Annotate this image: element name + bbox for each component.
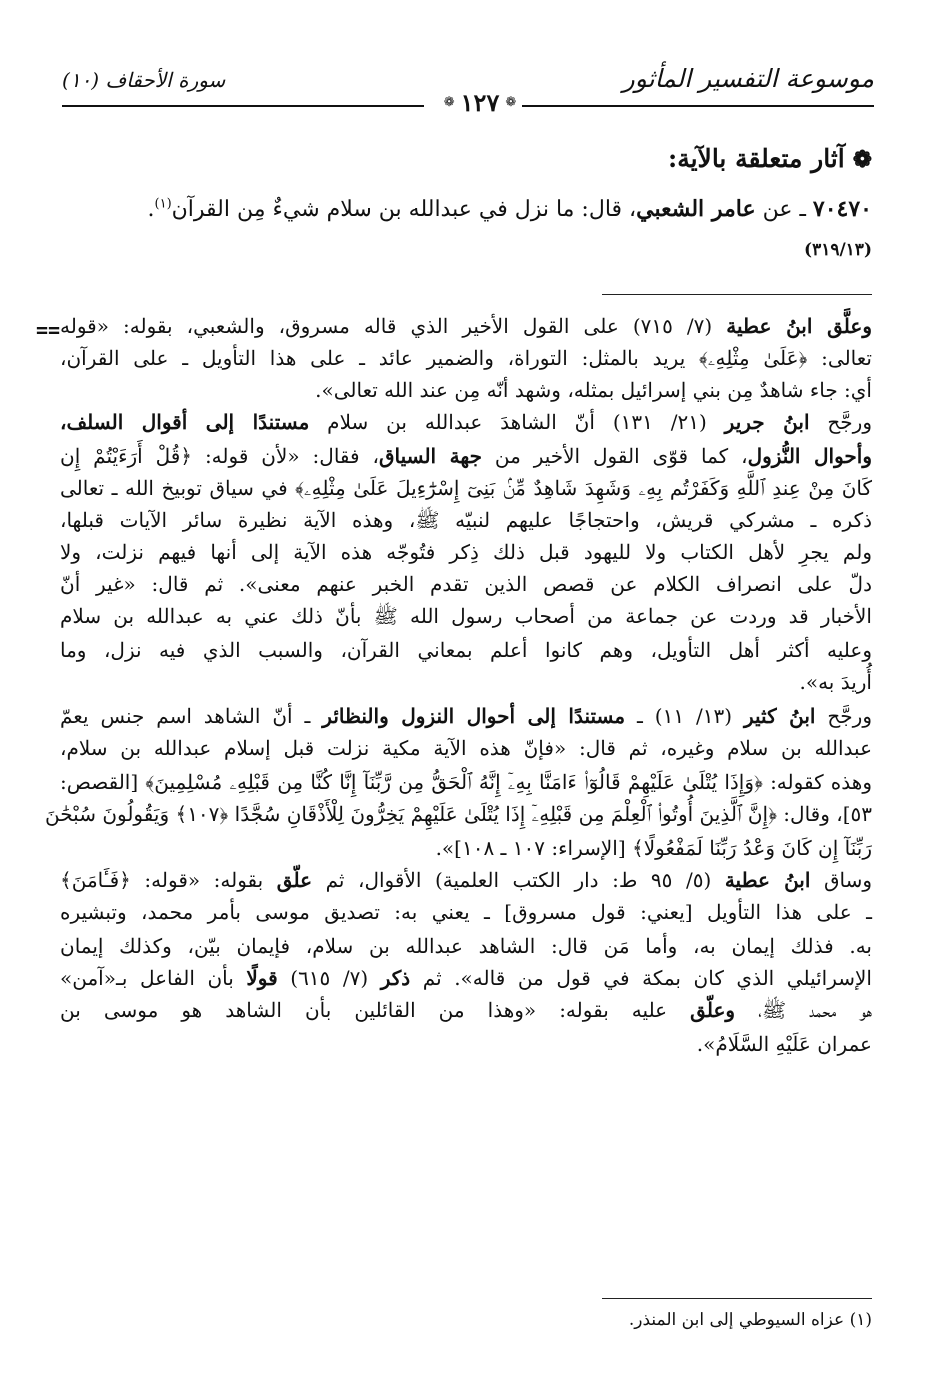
text-line (60, 311, 872, 341)
page-number: ١٢٧ (460, 88, 500, 117)
text-line (60, 931, 872, 961)
text-run: عبدالله بن سلام وغيره، ثم قال: «فإنّ هذه الآية مكية نزلت قبل إسلام عبدالله بن سلام، (60, 736, 872, 760)
text-run: أُريدَ به». (799, 670, 872, 694)
footnote: (١) عزاه السيوطي إلى ابن المنذر. (628, 1310, 872, 1330)
book-title: موسوعة التفسير المأثور (622, 64, 874, 93)
separator-rule (602, 294, 872, 295)
text-run: ـ أنّ الشاهد اسم جنس يعمّ (60, 704, 323, 728)
bold-phrase: ابنُ جرير (724, 410, 810, 434)
bold-phrase: ذكر (380, 966, 411, 990)
text-run: تعالى: ﴿عَلَىٰ مِثْلِهِۦ﴾ يريد بالمثل: التوراة، والضمير عائد ـ على هذا التأويل ـ على القرآن، (60, 346, 872, 370)
text-run: كَانَ مِنْ عِندِ ٱللَّهِ وَكَفَرْتُم بِهِۦ وَشَهِدَ شَاهِدٌ مِّنۢ بَنِىٓ إِسْرَٰٓءِيلَ عَلَىٰ مِثْلِهِۦ﴾ في سياق توبيخ الله ـ تعالى (60, 476, 872, 500)
athar-entry (60, 196, 872, 222)
text-run: دلّ على انصراف الكلام عن قصص الذين تقدم الخبر عنهم معنى». ثم قال: «غير أنّ (60, 572, 872, 596)
text-run: ، فقال: «لأن قوله: ﴿قُلْ أَرَءَيْتُمْ إِن (60, 444, 379, 468)
text-run: هو محمد ﷺ، (735, 998, 872, 1022)
text-run: ورجَّح (809, 410, 872, 434)
athar-source: (٣١٩/١٣) (804, 240, 872, 260)
text-run: ٥٣]، وقال: ﴿إِنَّ ٱلَّذِينَ أُوتُوا۟ ٱلْعِلْمَ مِن قَبْلِهِۦٓ إِذَا يُتْلَىٰ عَلَيْهِمْ يَخِرُّونَ لِلْأَذْقَانِ سُجَّدًا ﴿١٠٧﴾ وَيَقُولُونَ سُبْحَٰنَ (45, 802, 872, 826)
continuation-mark: == (36, 318, 61, 342)
text-run: عمران عَلَيْهِ السَّلَامُ». (696, 1032, 872, 1056)
bold-phrase: علّق (276, 868, 313, 892)
section-title: آثار متعلقة بالآية: (667, 144, 845, 173)
header-rule-right (522, 105, 874, 107)
text-run: (٧/ ٦١٥) (277, 966, 381, 990)
text-line (60, 833, 872, 863)
flower-icon: ❁ (852, 146, 872, 173)
ornament-icon: ❁ (505, 95, 517, 110)
text-run: أي: جاء شاهدٌ مِن بني إسرائيل بمثله، وشهد أنّه مِن عند الله تعالى». (315, 378, 872, 402)
text-line (60, 865, 872, 895)
text-line (60, 473, 872, 503)
section-heading (668, 144, 872, 173)
text-run: به. فذلك إيمان به، وأما مَن قال: الشاهد عبدالله بن سلام، فإيمان بيّن، وكذلك إيمان (60, 934, 872, 958)
text-run: عليه بقوله: «وهذا من القائلين بأن الشاهد هو موسى بن (60, 998, 691, 1022)
athar-end: . (147, 197, 155, 222)
text-line (60, 701, 872, 731)
text-run: بقوله: «قوله: ﴿فَـَٔامَنَ﴾ (60, 868, 277, 892)
text-line (60, 963, 872, 993)
text-run: ـ على هذا التأويل [يعني: قول مسروق] ـ يعني به: تصديق موسى بأمر محمد، وتبشيره (60, 900, 872, 924)
bold-phrase: مستندًا إلى أحوال النزول والنظائر (322, 704, 626, 728)
text-run: الأخبار قد وردت عن جماعة من أصحاب رسول الله ﷺ بأنّ ذلك عني به عبدالله بن سلام (60, 604, 872, 628)
text-run: ولم يجرِ لأهل الكتاب ولا لليهود قبل ذلك ذِكر فتُوجّه هذه الآية إلى أنها فيهم نزلت، ولا (60, 540, 872, 564)
bold-phrase: ابنُ كثير (743, 704, 816, 728)
text-line (60, 767, 872, 797)
text-line (60, 343, 872, 373)
text-line (60, 897, 872, 927)
bold-phrase: وعلَّق ابنُ عطية (726, 314, 872, 338)
text-line (60, 569, 872, 599)
text-line (60, 407, 872, 437)
text-run: وعليه أكثر أهل التأويل، وهم كانوا أعلم بمعاني القرآن، والسبب الذي فيه نزل، وما (60, 638, 872, 662)
text-run: ورجَّح (815, 704, 872, 728)
athar-text: ، قال: ما نزل في عبدالله بن سلام شيءٌ مِن القرآن (171, 197, 637, 222)
text-line (60, 1029, 872, 1059)
text-run: الإسرائيلي الذي كان بمكة في قول من قاله». ثم (410, 966, 872, 990)
text-run: (٢١/ ١٣١) أنّ الشاهدَ عبدالله بن سلام (309, 410, 725, 434)
text-run: (٧/ ٧١٥) على القول الأخير الذي قاله مسروق، والشعبي، بقوله: «قوله (60, 314, 727, 338)
text-run: ، كما قوّى القول الأخير من (481, 444, 748, 468)
text-line (60, 635, 872, 665)
athar-text: ـ عن (755, 197, 813, 222)
text-run: بأن الفاعل بـ«آمن» (60, 966, 247, 990)
page-number-block (430, 88, 530, 122)
text-line (60, 375, 872, 405)
text-line (60, 667, 872, 697)
surah-label: سورة الأحقاف (١٠) (62, 68, 226, 92)
bold-phrase: قولًا (246, 966, 278, 990)
page-header (62, 60, 874, 122)
text-run: رَبِّنَآ إِن كَانَ وَعْدُ رَبِّنَا لَمَفْعُولًا﴾ [الإسراء: ١٠٧ ـ ١٠٨]». (435, 836, 872, 860)
text-line (60, 995, 872, 1025)
text-run: وساق (810, 868, 872, 892)
text-line (60, 441, 872, 471)
text-run: ذكره ـ مشركي قريش، واحتجاجًا عليهم لنبيّه ﷺ، وهذه الآية نظيرة سائر الآيات قبلها، (60, 508, 872, 532)
text-line (60, 733, 872, 763)
bold-phrase: مستندًا إلى أقوال السلف، (60, 410, 310, 434)
text-line (60, 601, 872, 631)
text-run: (٥/ ٩٥ ط: دار الكتب العلمية) الأقوال، ثم (312, 868, 725, 892)
athar-narrator: عامر الشعبي (636, 196, 756, 222)
bold-phrase: جهة السياق (378, 444, 482, 468)
text-line (60, 537, 872, 567)
text-line (45, 799, 872, 829)
athar-number: ٧٠٤٧٠ (812, 196, 872, 222)
text-run: وهذه كقوله: ﴿وَإِذَا يُتْلَىٰ عَلَيْهِمْ قَالُوٓا۟ ءَامَنَّا بِهِۦٓ إِنَّهُ ٱلْحَقُّ مِن رَّبِّنَآ إِنَّا كُنَّا مِن قَبْلِهِۦ مُسْلِمِينَ﴾ [القصص: (60, 770, 872, 794)
bold-phrase: وعلّق (690, 998, 736, 1022)
header-rule-left (62, 105, 424, 107)
ornament-icon: ❁ (443, 95, 455, 110)
footnote-rule (602, 1298, 872, 1299)
footnote-ref: (١) (154, 196, 172, 212)
bold-phrase: ابنُ عطية (724, 868, 811, 892)
text-line (60, 505, 872, 535)
bold-phrase: وأحوال النُّزول (747, 444, 873, 468)
text-run: (١٣/ ١١) ـ (625, 704, 744, 728)
